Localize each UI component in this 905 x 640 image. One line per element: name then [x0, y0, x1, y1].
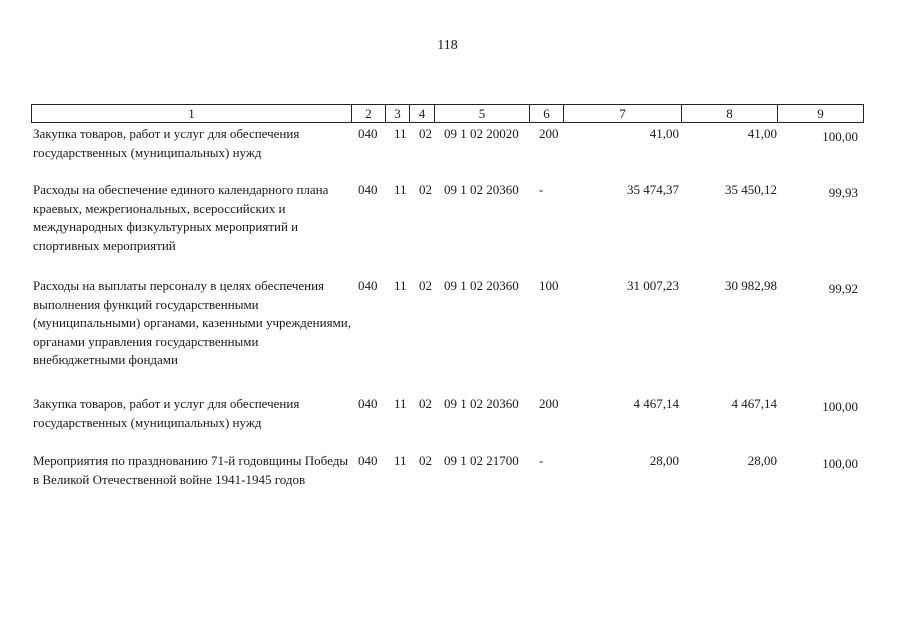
row-value-8: 28,00: [747, 453, 777, 468]
header-col-4: 4: [410, 105, 435, 123]
header-col-3: 3: [386, 105, 410, 123]
header-col-6: 6: [530, 105, 564, 123]
row-code-2: 040: [358, 453, 378, 468]
row-code-4: 02: [419, 182, 432, 197]
row-name: Расходы на выплаты персоналу в целях обеспечения выполнения функций государственными (муниципальными) органами, казенными учреждениями, органами управления государственными внебюджетными фондами: [33, 278, 351, 367]
row-code-4: 02: [419, 396, 432, 411]
row-code-2: 040: [358, 126, 378, 141]
row-code-6: -: [539, 453, 544, 468]
row-value-7: 35 474,37: [627, 182, 679, 197]
row-code-2: 040: [358, 182, 378, 197]
row-code-5: 09 1 02 20360: [444, 182, 519, 197]
row-code-3: 11: [394, 396, 407, 411]
row-value-9: 100,00: [822, 399, 858, 414]
row-code-4: 02: [419, 453, 432, 468]
row-value-9: 100,00: [822, 456, 858, 471]
row-name: Мероприятия по празднованию 71-й годовщины Победы в Великой Отечественной войне 1941-1945 годов: [33, 453, 349, 487]
table-header: [31, 104, 864, 123]
row-code-2: 040: [358, 278, 378, 293]
row-value-7: 41,00: [649, 126, 679, 141]
row-code-4: 02: [419, 278, 432, 293]
row-code-3: 11: [394, 182, 407, 197]
header-col-1: 1: [32, 105, 352, 123]
row-value-9: 99,92: [828, 281, 858, 296]
row-code-5: 09 1 02 20360: [444, 396, 519, 411]
row-code-6: 200: [539, 396, 559, 411]
row-value-8: 4 467,14: [731, 396, 777, 411]
row-code-5: 09 1 02 20360: [444, 278, 519, 293]
row-code-3: 11: [394, 453, 407, 468]
row-name: Закупка товаров, работ и услуг для обеспечения государственных (муниципальных) нужд: [33, 396, 300, 430]
row-value-7: 28,00: [649, 453, 679, 468]
header-col-2: 2: [352, 105, 386, 123]
row-code-4: 02: [419, 126, 432, 141]
row-code-5: 09 1 02 21700: [444, 453, 519, 468]
row-value-8: 41,00: [747, 126, 777, 141]
row-code-6: 100: [539, 278, 559, 293]
row-code-3: 11: [394, 126, 407, 141]
row-value-7: 4 467,14: [633, 396, 679, 411]
row-value-9: 100,00: [822, 129, 858, 144]
row-value-9: 99,93: [828, 185, 858, 200]
row-code-5: 09 1 02 20020: [444, 126, 519, 141]
header-col-9: 9: [778, 105, 864, 123]
row-value-8: 30 982,98: [725, 278, 777, 293]
row-name: Расходы на обеспечение единого календарного плана краевых, межрегиональных, всероссийских и международных физкультурных мероприятий и спортивных мероприятий: [33, 182, 329, 253]
row-code-3: 11: [394, 278, 407, 293]
row-name: Закупка товаров, работ и услуг для обеспечения государственных (муниципальных) нужд: [33, 126, 300, 160]
row-code-6: -: [539, 182, 544, 197]
page-number: 118: [437, 38, 458, 53]
header-col-5: 5: [435, 105, 530, 123]
header-col-7: 7: [564, 105, 682, 123]
row-value-7: 31 007,23: [627, 278, 679, 293]
row-code-2: 040: [358, 396, 378, 411]
header-col-8: 8: [682, 105, 778, 123]
row-value-8: 35 450,12: [725, 182, 777, 197]
row-code-6: 200: [539, 126, 559, 141]
